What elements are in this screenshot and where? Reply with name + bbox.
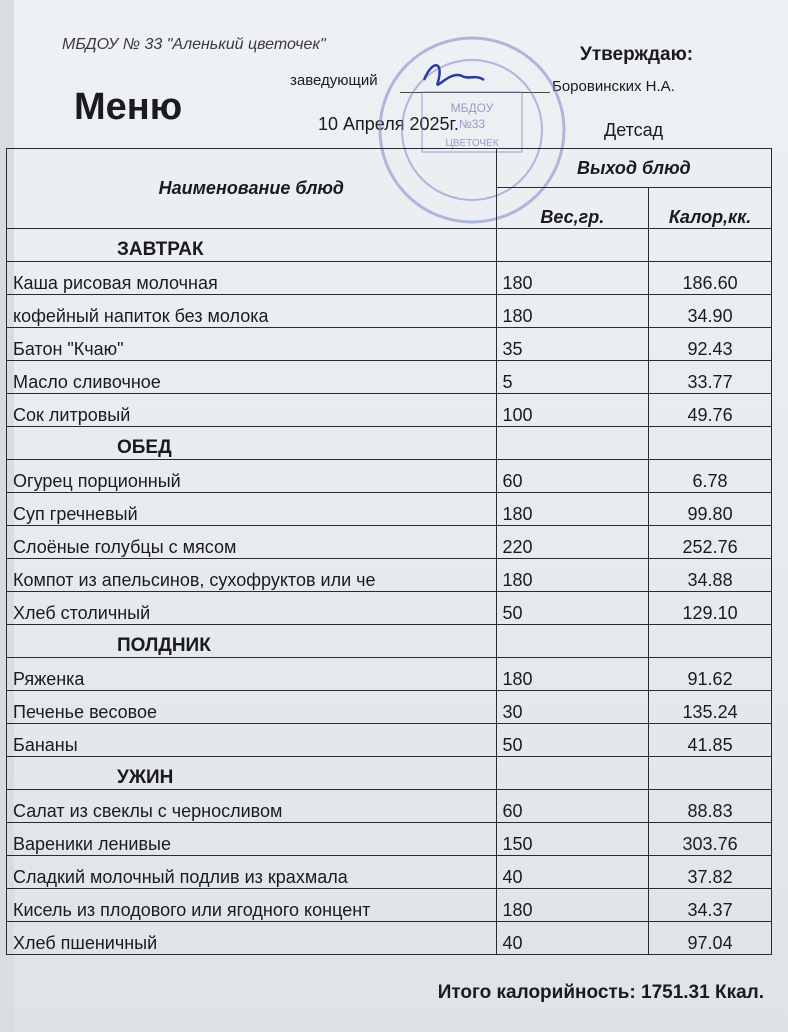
menu-table-body (7, 149, 772, 955)
table-row (7, 592, 772, 625)
dish-name: Бананы (7, 724, 497, 757)
section-row (7, 757, 772, 790)
dish-name: Масло сливочное (7, 361, 497, 394)
organization-name: МБДОУ № 33 "Аленький цветочек" (62, 36, 326, 53)
dish-weight: 180 (496, 889, 649, 922)
table-row (7, 559, 772, 592)
dish-weight: 150 (496, 823, 649, 856)
dish-weight: 40 (496, 922, 649, 955)
table-row (7, 889, 772, 922)
stamp-line: №33 (458, 117, 486, 131)
dish-name: Каша рисовая молочная (7, 262, 497, 295)
dish-weight: 35 (496, 328, 649, 361)
table-row (7, 493, 772, 526)
stamp-line: МБДОУ (450, 101, 494, 115)
dish-name: Слоёные голубцы с мясом (7, 526, 497, 559)
column-header-name: Наименование блюд (7, 149, 497, 229)
dish-calories: 91.62 (649, 658, 772, 691)
dish-weight: 50 (496, 592, 649, 625)
head-title: заведующий (290, 72, 378, 89)
dish-weight: 60 (496, 460, 649, 493)
dish-weight: 180 (496, 262, 649, 295)
dish-weight: 30 (496, 691, 649, 724)
dish-weight: 180 (496, 658, 649, 691)
column-header-weight: Вес,гр. (496, 188, 649, 229)
dish-weight: 180 (496, 295, 649, 328)
menu-title: Меню (74, 86, 183, 128)
column-header-calories: Калор,кк. (649, 188, 772, 229)
section-row (7, 625, 772, 658)
dish-calories: 6.78 (649, 460, 772, 493)
dish-name: Хлеб столичный (7, 592, 497, 625)
table-row (7, 790, 772, 823)
empty-cell (496, 229, 649, 262)
table-row (7, 526, 772, 559)
dish-calories: 41.85 (649, 724, 772, 757)
empty-cell (649, 625, 772, 658)
dish-weight: 50 (496, 724, 649, 757)
dish-name: Печенье весовое (7, 691, 497, 724)
section-row (7, 229, 772, 262)
dish-weight: 180 (496, 559, 649, 592)
table-row (7, 658, 772, 691)
empty-cell (649, 229, 772, 262)
empty-cell (649, 757, 772, 790)
dish-name: Сок литровый (7, 394, 497, 427)
dish-name: кофейный напиток без молока (7, 295, 497, 328)
total-calories: Итого калорийность: 1751.31 Ккал. (437, 982, 764, 1003)
dish-name: Хлеб пшеничный (7, 922, 497, 955)
dish-weight: 220 (496, 526, 649, 559)
dish-calories: 34.88 (649, 559, 772, 592)
dish-calories: 303.76 (649, 823, 772, 856)
dish-name: Компот из апельсинов, сухофруктов или че (7, 559, 497, 592)
dish-name: Огурец порционный (7, 460, 497, 493)
dish-calories: 92.43 (649, 328, 772, 361)
dish-calories: 37.82 (649, 856, 772, 889)
menu-date: 10 Апреля 2025г. (318, 114, 459, 134)
dish-calories: 129.10 (649, 592, 772, 625)
dish-calories: 34.90 (649, 295, 772, 328)
column-header-output: Выход блюд (496, 149, 771, 188)
menu-table (6, 148, 772, 955)
table-row (7, 691, 772, 724)
table-header-row (7, 149, 772, 188)
dish-weight: 60 (496, 790, 649, 823)
dish-calories: 135.24 (649, 691, 772, 724)
dish-name: Сладкий молочный подлив из крахмала (7, 856, 497, 889)
dish-name: Вареники ленивые (7, 823, 497, 856)
empty-cell (496, 757, 649, 790)
dish-calories: 97.04 (649, 922, 772, 955)
dish-name: Ряженка (7, 658, 497, 691)
dish-calories: 34.37 (649, 889, 772, 922)
section-row (7, 427, 772, 460)
dish-weight: 40 (496, 856, 649, 889)
table-row (7, 361, 772, 394)
section-title: ЗАВТРАК (7, 229, 497, 262)
dish-weight: 180 (496, 493, 649, 526)
table-row (7, 460, 772, 493)
approve-label: Утверждаю: (580, 44, 694, 65)
dish-calories: 186.60 (649, 262, 772, 295)
dish-calories: 33.77 (649, 361, 772, 394)
dish-weight: 100 (496, 394, 649, 427)
dish-name: Батон "Кчаю" (7, 328, 497, 361)
section-title: ПОЛДНИК (7, 625, 497, 658)
table-row (7, 394, 772, 427)
table-row (7, 922, 772, 955)
stamp-line: ЦВЕТОЧЕК (445, 138, 499, 149)
table-row (7, 856, 772, 889)
table-row (7, 823, 772, 856)
dish-name: Суп гречневый (7, 493, 497, 526)
dish-calories: 252.76 (649, 526, 772, 559)
dish-calories: 88.83 (649, 790, 772, 823)
empty-cell (649, 427, 772, 460)
section-title: УЖИН (7, 757, 497, 790)
head-name: Боровинских Н.А. (552, 78, 675, 95)
table-row (7, 295, 772, 328)
dish-calories: 49.76 (649, 394, 772, 427)
empty-cell (496, 427, 649, 460)
dish-weight: 5 (496, 361, 649, 394)
table-row (7, 262, 772, 295)
table-row (7, 724, 772, 757)
dish-name: Кисель из плодового или ягодного концент (7, 889, 497, 922)
table-row (7, 328, 772, 361)
empty-cell (496, 625, 649, 658)
dish-name: Салат из свеклы с черносливом (7, 790, 497, 823)
section-title: ОБЕД (7, 427, 497, 460)
dish-calories: 99.80 (649, 493, 772, 526)
facility-label: Детсад (604, 120, 664, 140)
